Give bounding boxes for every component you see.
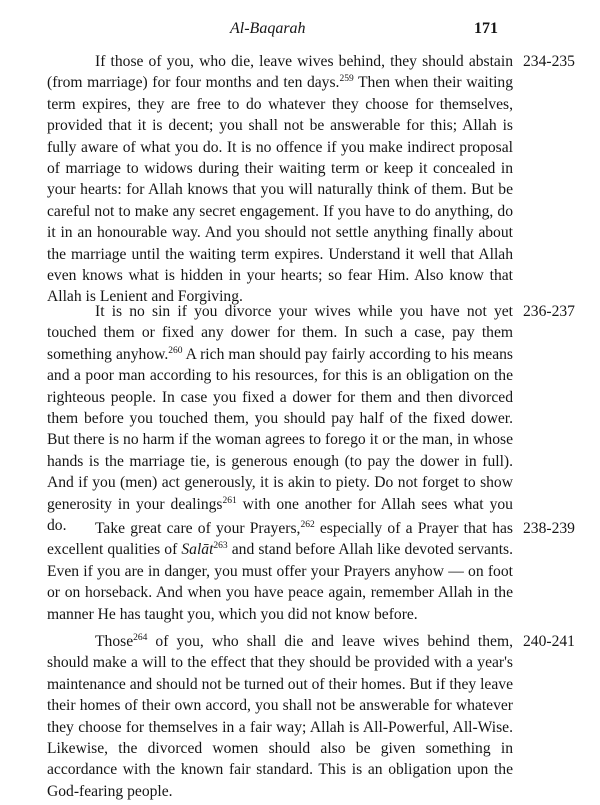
paragraph-text: and stand before Allah like devoted servants. Even if you are in danger, you must offer your Prayers anyhow — on foot or on horseback. And when you have peace again, remember Allah in the manner He has taught you, which you did not know before. bbox=[47, 541, 513, 623]
footnote-ref: 262 bbox=[300, 520, 315, 530]
footnote-ref: 263 bbox=[213, 541, 228, 552]
running-title: Al-Baqarah bbox=[230, 20, 306, 37]
verse-range: 240-241 bbox=[523, 633, 575, 650]
paragraph-text: of you, who shall die and leave wives behind them, should make a will to the effect that they should be provided with a year's maintenance and should not be turned out of their homes. But if they leave their homes of their own accord, you shall not be answerable for whatever they choose for themselves in a fair way; Allah is All-Powerful, All-Wise. Likewise, the divorced women should also be given something in accordance with the known fair standard. This is an obligation upon the God-fearing people. bbox=[47, 633, 513, 800]
paragraph-text: Take great care of your Prayers, bbox=[95, 520, 301, 537]
paragraph-text: It is no sin if you divorce your wives while you have not yet touched them or fixed any dower for them. In such a case, pay them something anyhow. bbox=[47, 303, 513, 363]
page-number: 171 bbox=[474, 20, 498, 37]
paragraph-text: If those of you, who die, leave wives behind, they should abstain (from marriage) for four months and ten days. bbox=[47, 53, 513, 92]
verse-range: 238-239 bbox=[523, 520, 575, 537]
paragraph-text: Then when their waiting term expires, they are free to do whatever they choose for themselves, provided that it is decent; you shall not be answerable for this; Allah is fully aware of what you do. It is no offence if you make indirect proposal of marriage to widows during their waiting term or keep it concealed in your hearts: for Allah knows that you will naturally think of them. But be careful not to make any secret engagement. If you have to do anything, do it in an honourable way. And you should not settle anything finally about the marriage until the waiting term expires. Understand it well that Allah even knows what is hidden in your hearts; so fear Him. Also know that Allah is Lenient and Forgiving. bbox=[47, 74, 513, 306]
footnote-ref: 264 bbox=[133, 633, 148, 643]
verse-range: 236-237 bbox=[523, 303, 575, 320]
paragraph-verses-234-235 bbox=[47, 51, 513, 308]
footnote-ref: 260 bbox=[168, 345, 183, 356]
paragraph-text: Those bbox=[95, 633, 134, 650]
paragraph-verses-236-237 bbox=[47, 301, 513, 536]
footnote-ref: 259 bbox=[339, 74, 354, 85]
paragraph-verses-238-239 bbox=[47, 518, 513, 625]
verse-range: 234-235 bbox=[523, 53, 575, 70]
paragraph-verses-240-241 bbox=[47, 631, 513, 802]
paragraph-text: with one another for Allah sees what you do. bbox=[47, 495, 513, 535]
italic-term: Salāt bbox=[181, 541, 214, 559]
page-header bbox=[0, 20, 600, 40]
footnote-ref: 261 bbox=[222, 495, 237, 506]
paragraph-text: A rich man should pay fairly according to his means and a poor man according to his resources, for this is an obligation on the righteous people. In case you fixed a dower for them and then divorced them before you touched them, you should pay half of the fixed dower. But there is no harm if the woman agrees to forego it or the man, in whose hands is the marriage tie, is generous enough (to pay the dower in full). And if you (men) act generously, it is akin to piety. Do not forget to show generosity in your dealings bbox=[47, 345, 513, 513]
paragraph-text: especially of a Prayer that has excellent qualities of bbox=[47, 520, 513, 559]
